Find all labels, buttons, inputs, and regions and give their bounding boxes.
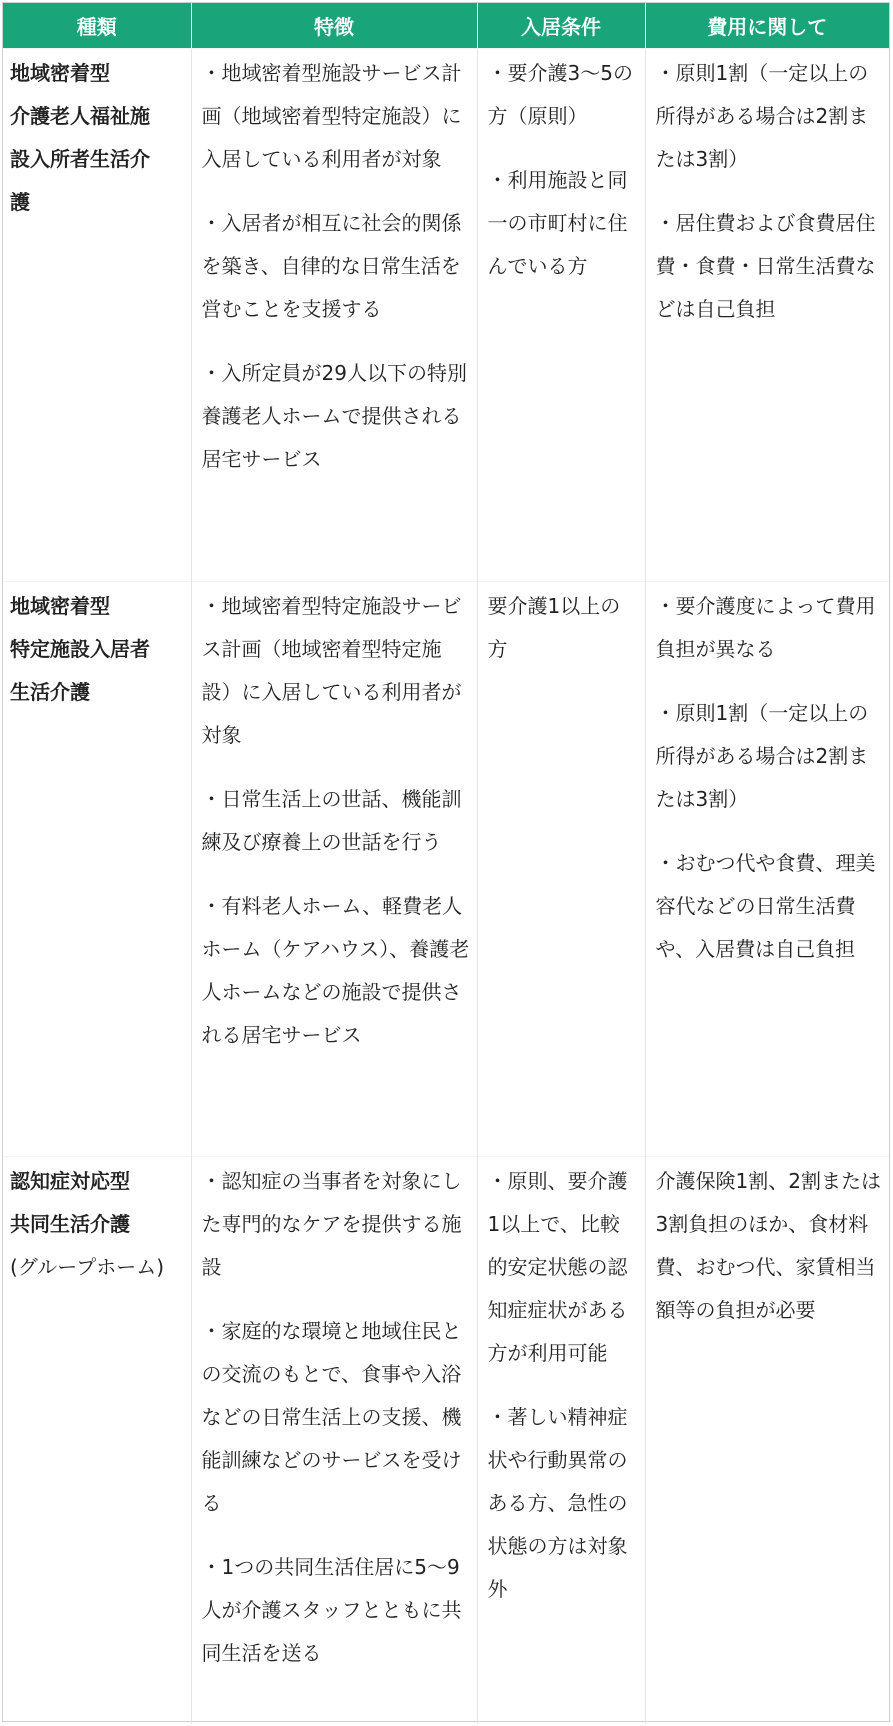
type-line: 地域密着型 bbox=[10, 61, 110, 85]
type-line: 共同生活介護 bbox=[10, 1212, 130, 1236]
feature-item: ・1つの共同生活住居に5〜9人が介護スタッフとともに共同生活を送る bbox=[201, 1555, 462, 1665]
features-cell bbox=[191, 1157, 477, 1724]
conditions-cell bbox=[477, 582, 645, 1157]
feature-item: ・日常生活上の世話、機能訓練及び療養上の世話を行う bbox=[201, 787, 462, 854]
conditions-cell bbox=[477, 1157, 645, 1724]
feature-item: ・入所定員が29人以下の特別養護老人ホームで提供される居宅サービス bbox=[201, 361, 467, 471]
type-line: 設入所者生活介 bbox=[10, 147, 150, 171]
header-cost: 費用に関して bbox=[645, 3, 889, 49]
cost-item: ・居住費および食費居住費・食費・日常生活費などは自己負担 bbox=[655, 211, 876, 321]
cost-item: 介護保険1割、2割または3割負担のほか、食材料費、おむつ代、家賃相当額等の負担が必要 bbox=[655, 1169, 881, 1322]
feature-item: ・地域密着型施設サービス計画（地域密着型特定施設）に入居している利用者が対象 bbox=[201, 61, 462, 171]
type-line: 特定施設入居者 bbox=[10, 637, 150, 661]
conditions-cell bbox=[477, 49, 645, 582]
header-features: 特徴 bbox=[191, 3, 477, 49]
features-cell bbox=[191, 582, 477, 1157]
type-line: 認知症対応型 bbox=[10, 1169, 130, 1193]
condition-item: ・著しい精神症状や行動異常のある方、急性の状態の方は対象外 bbox=[487, 1405, 628, 1601]
table-row bbox=[3, 582, 889, 1157]
feature-item: ・有料老人ホーム、軽費老人ホーム（ケアハウス）、養護老人ホームなどの施設で提供される居宅サービス bbox=[201, 894, 470, 1047]
header-type: 種類 bbox=[3, 3, 191, 49]
features-cell bbox=[191, 49, 477, 582]
condition-item: ・原則、要介護1以上で、比較的安定状態の認知症症状がある方が利用可能 bbox=[487, 1169, 628, 1365]
cost-item: ・おむつ代や食費、理美容代などの日常生活費や、入居費は自己負担 bbox=[655, 851, 876, 961]
feature-item: ・認知症の当事者を対象にした専門的なケアを提供する施設 bbox=[201, 1169, 462, 1279]
feature-item: ・家庭的な環境と地域住民との交流のもとで、食事や入浴などの日常生活上の支援、機能訓練などのサービスを受ける bbox=[201, 1319, 462, 1515]
type-note: (グループホーム) bbox=[10, 1255, 165, 1279]
cost-item: ・要介護度によって費用負担が異なる bbox=[655, 594, 876, 661]
cost-item: ・原則1割（一定以上の所得がある場合は2割または3割） bbox=[655, 701, 869, 811]
table-row bbox=[3, 1157, 889, 1724]
type-line: 護 bbox=[10, 190, 30, 214]
header-conditions: 入居条件 bbox=[477, 3, 645, 49]
cost-cell bbox=[645, 49, 889, 582]
header-row bbox=[3, 3, 889, 49]
condition-item: ・要介護3〜5の方（原則） bbox=[487, 61, 633, 128]
condition-item: 要介護1以上の方 bbox=[487, 594, 621, 661]
cost-cell bbox=[645, 582, 889, 1157]
feature-item: ・入居者が相互に社会的関係を築き、自律的な日常生活を営むことを支援する bbox=[201, 211, 462, 321]
type-cell bbox=[3, 49, 191, 582]
type-line: 生活介護 bbox=[10, 680, 90, 704]
table-row bbox=[3, 49, 889, 582]
type-cell bbox=[3, 1157, 191, 1724]
comparison-table bbox=[3, 3, 889, 1724]
cost-cell bbox=[645, 1157, 889, 1724]
type-line: 地域密着型 bbox=[10, 594, 110, 618]
care-service-table bbox=[2, 2, 890, 1722]
type-cell bbox=[3, 582, 191, 1157]
feature-item: ・地域密着型特定施設サービス計画（地域密着型特定施設）に入居している利用者が対象 bbox=[201, 594, 462, 747]
condition-item: ・利用施設と同一の市町村に住んでいる方 bbox=[487, 168, 628, 278]
cost-item: ・原則1割（一定以上の所得がある場合は2割または3割） bbox=[655, 61, 869, 171]
type-line: 介護老人福祉施 bbox=[10, 104, 150, 128]
